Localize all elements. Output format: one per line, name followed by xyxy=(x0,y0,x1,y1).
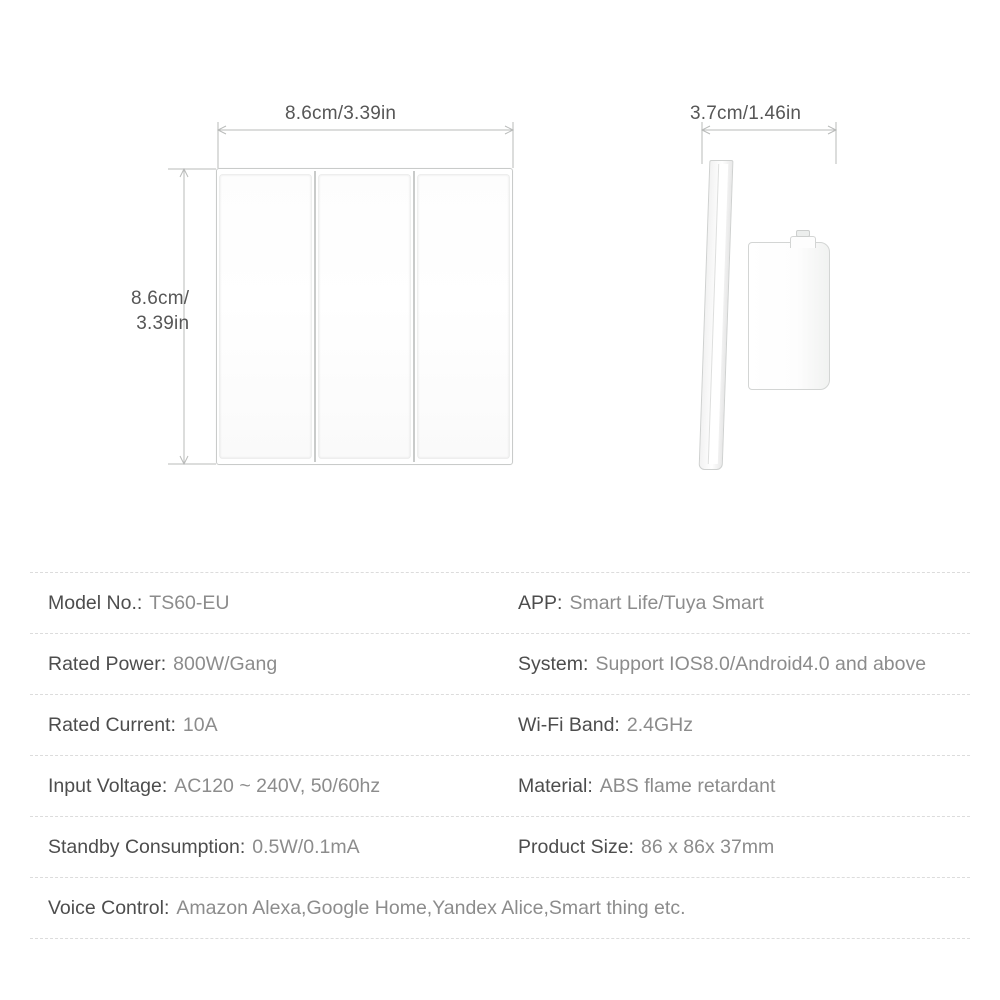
table-row xyxy=(30,633,970,694)
spec-cell-input-voltage xyxy=(30,775,500,798)
spec-key: Rated Current: xyxy=(48,713,176,736)
switch-gang-divider-2 xyxy=(413,171,415,462)
switch-side-view xyxy=(700,160,840,480)
spec-key: Wi-Fi Band: xyxy=(518,713,620,736)
spec-cell-system xyxy=(500,653,970,676)
spec-cell-material xyxy=(500,775,970,798)
spec-cell-wifi-band xyxy=(500,714,970,737)
spec-cell-app xyxy=(500,592,970,615)
spec-value: 2.4GHz xyxy=(626,713,693,736)
spec-key: Voice Control: xyxy=(48,896,170,919)
switch-side-body xyxy=(748,242,830,390)
front-height-dimension-line1: 8.6cm/ xyxy=(131,288,190,309)
table-row xyxy=(30,572,970,633)
spec-value: Amazon Alexa,Google Home,Yandex Alice,Smart thing etc. xyxy=(176,896,686,919)
spec-key: System: xyxy=(518,652,589,675)
table-row xyxy=(30,694,970,755)
spec-value: Support IOS8.0/Android4.0 and above xyxy=(595,652,927,675)
spec-key: Standby Consumption: xyxy=(48,835,246,858)
switch-gang-2 xyxy=(319,175,410,458)
spec-cell-product-size xyxy=(500,836,970,859)
specifications-table xyxy=(30,572,970,939)
spec-key: Product Size: xyxy=(518,835,634,858)
spec-value: 10A xyxy=(182,713,218,736)
spec-value: ABS flame retardant xyxy=(599,774,776,797)
spec-cell-voice-control xyxy=(30,897,970,920)
switch-gang-divider-1 xyxy=(314,171,316,462)
switch-gang-1 xyxy=(220,175,311,458)
table-row xyxy=(30,816,970,877)
switch-front-view xyxy=(216,168,513,465)
table-row xyxy=(30,877,970,939)
spec-value: 86 x 86x 37mm xyxy=(640,835,775,858)
front-width-dimension-label: 8.6cm/3.39in xyxy=(285,103,397,124)
spec-key: APP: xyxy=(518,591,563,614)
spec-value: 800W/Gang xyxy=(173,652,278,675)
spec-value: Smart Life/Tuya Smart xyxy=(569,591,764,614)
spec-cell-rated-current xyxy=(30,714,500,737)
spec-cell-model-no xyxy=(30,592,500,615)
spec-value: AC120 ~ 240V, 50/60hz xyxy=(174,774,381,797)
spec-key: Material: xyxy=(518,774,593,797)
spec-key: Input Voltage: xyxy=(48,774,168,797)
spec-value: TS60-EU xyxy=(149,591,230,614)
switch-side-body-notch xyxy=(790,236,816,248)
side-depth-dimension-label: 3.7cm/1.46in xyxy=(690,103,802,124)
front-height-dimension-line2: 3.39in xyxy=(136,313,190,335)
switch-gang-3 xyxy=(418,175,509,458)
spec-value: 0.5W/0.1mA xyxy=(252,835,360,858)
front-height-dimension-label xyxy=(131,286,189,337)
spec-key: Rated Power: xyxy=(48,652,167,675)
spec-cell-standby-consumption xyxy=(30,836,500,859)
spec-key: Model No.: xyxy=(48,591,143,614)
table-row xyxy=(30,755,970,816)
switch-side-terminal xyxy=(796,230,810,237)
spec-cell-rated-power xyxy=(30,653,500,676)
